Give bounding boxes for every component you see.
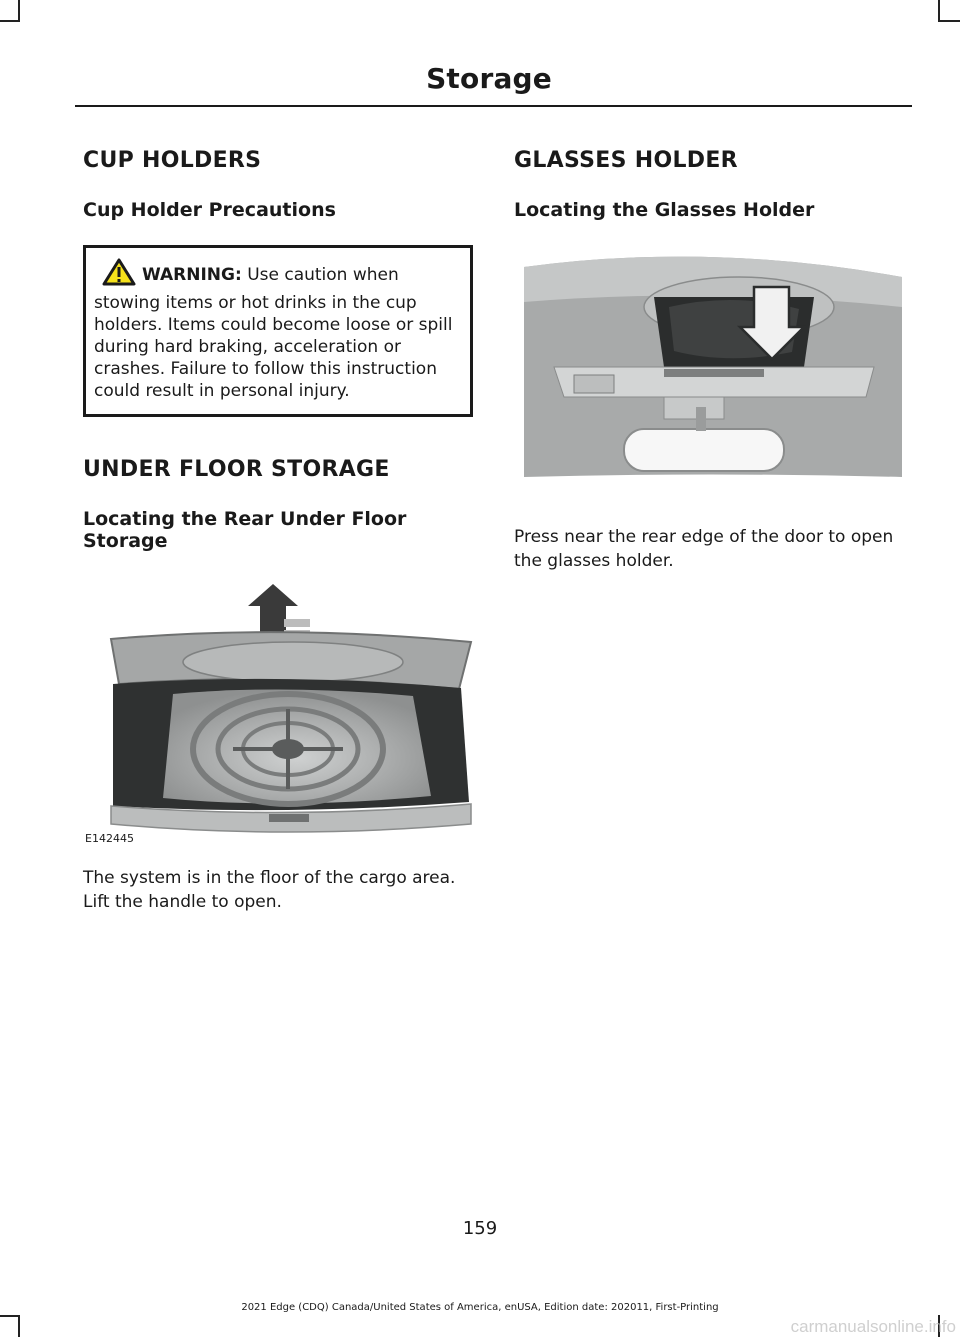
crop-mark: [0, 20, 20, 22]
left-column: [83, 140, 473, 914]
locating-rear-under-floor-heading: Locating the Rear Under Floor Storage: [83, 508, 407, 552]
right-column: [514, 140, 904, 573]
crop-mark: [940, 20, 960, 22]
warning-triangle-icon: [102, 258, 136, 292]
page-title: Storage: [426, 62, 552, 95]
cup-holder-precautions-heading: Cup Holder Precautions: [83, 199, 336, 221]
warning-text: Use caution when stowing items or hot drinks in the cup holders. Items could become loose or spill during hard braking, acceleration or crashes. Failure to follow this instruction could result in personal injury.: [94, 265, 453, 401]
crop-mark: [0, 1315, 20, 1317]
cup-holders-heading: CUP HOLDERS: [83, 148, 262, 173]
cargo-floor-illustration: [83, 584, 473, 852]
crop-mark: [938, 0, 940, 22]
under-floor-storage-heading: UNDER FLOOR STORAGE: [83, 457, 390, 482]
figure-code: E142445: [85, 832, 134, 845]
svg-text:carmanualsonline.info: carmanualsonline.info: [790, 1317, 956, 1336]
page-number: 159: [462, 1218, 498, 1239]
overhead-console-illustration: [514, 247, 904, 497]
glasses-holder-figure: [514, 247, 904, 497]
edition-line: 2021 Edge (CDQ) Canada/United States of America, enUSA, Edition date: 202011, First-Printing: [241, 1302, 719, 1313]
locating-glasses-holder-heading: Locating the Glasses Holder: [514, 199, 815, 221]
header-divider: [75, 105, 912, 107]
under-floor-body: The system is in the floor of the cargo area. Lift the handle to open.: [83, 868, 456, 912]
glasses-holder-heading: GLASSES HOLDER: [514, 148, 738, 173]
under-floor-storage-figure: [83, 584, 473, 852]
crop-mark: [18, 1315, 20, 1337]
glasses-holder-body: Press near the rear edge of the door to open the glasses holder.: [514, 527, 894, 571]
watermark-logo: [600, 1317, 960, 1337]
warning-label: WARNING:: [142, 265, 242, 285]
warning-box: [83, 245, 473, 417]
crop-mark: [18, 0, 20, 22]
